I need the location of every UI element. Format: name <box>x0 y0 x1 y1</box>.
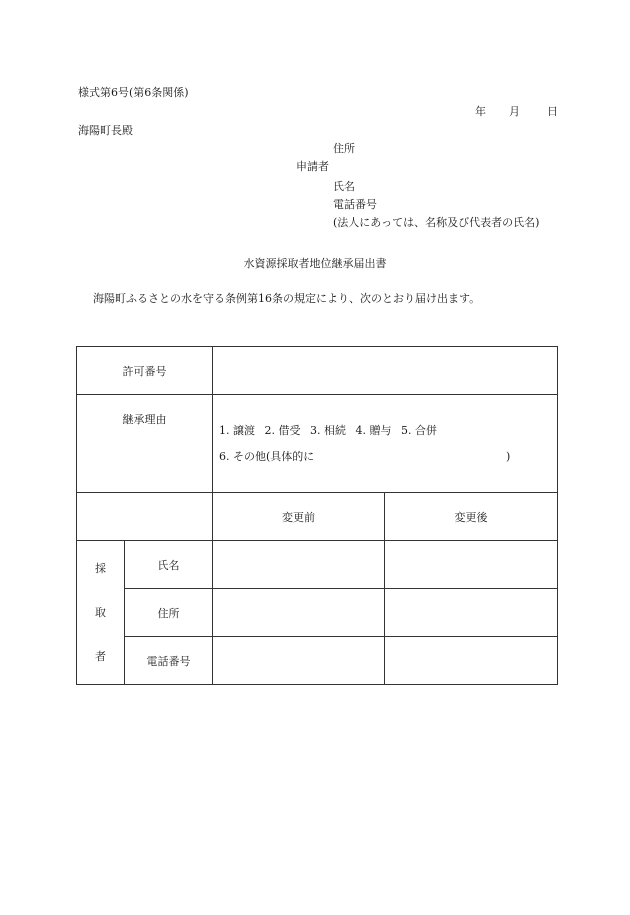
reason-option[interactable]: 1. 譲渡 <box>219 423 255 437</box>
collector-address-after[interactable] <box>385 589 558 637</box>
date-year-label: 年 <box>475 105 486 118</box>
empty-header-cell <box>77 493 213 541</box>
collector-phone-row <box>77 637 558 685</box>
document-title: 水資源採取者地位継承届出書 <box>243 257 387 270</box>
other-reason-close: ) <box>506 449 511 463</box>
permit-number-field[interactable] <box>213 347 558 395</box>
applicant-phone-label: 電話番号 <box>333 198 377 211</box>
collector-vertical-label <box>77 541 125 685</box>
collector-name-before[interactable] <box>213 541 385 589</box>
date-day-label: 日 <box>547 105 558 118</box>
succession-reason-label: 継承理由 <box>77 395 213 493</box>
collector-phone-label: 電話番号 <box>125 637 213 685</box>
collector-char: 者 <box>95 649 106 663</box>
reason-options <box>219 418 557 444</box>
form-table <box>76 346 558 685</box>
form-number: 様式第6号(第6条関係) <box>78 86 189 99</box>
change-header-row <box>77 493 558 541</box>
reason-option[interactable]: 2. 借受 <box>264 423 301 437</box>
permit-number-row <box>77 347 558 395</box>
collector-name-label: 氏名 <box>125 541 213 589</box>
reason-option[interactable]: 3. 相続 <box>310 423 346 437</box>
date-line <box>475 105 558 119</box>
reason-option[interactable]: 4. 贈与 <box>355 423 392 437</box>
after-change-header: 変更後 <box>385 493 558 541</box>
collector-name-after[interactable] <box>385 541 558 589</box>
applicant-address-label: 住所 <box>333 142 355 155</box>
reason-option[interactable]: 5. 合併 <box>401 423 437 437</box>
permit-number-label: 許可番号 <box>77 347 213 395</box>
applicant-name-label: 氏名 <box>333 180 355 193</box>
before-change-header: 変更前 <box>213 493 385 541</box>
collector-address-label: 住所 <box>125 589 213 637</box>
collector-phone-before[interactable] <box>213 637 385 685</box>
collector-char: 採 <box>95 561 106 575</box>
collector-char: 取 <box>95 605 106 619</box>
other-reason-label[interactable]: 6. その他(具体的に <box>219 449 315 463</box>
succession-reason-field[interactable] <box>213 395 558 493</box>
collector-name-row <box>77 541 558 589</box>
statement-text: 海陽町ふるさとの水を守る条例第16条の規定により、次のとおり届け出ます。 <box>93 292 481 305</box>
collector-address-before[interactable] <box>213 589 385 637</box>
date-month-label: 月 <box>509 105 520 118</box>
succession-reason-row <box>77 395 558 493</box>
applicant-label: 申請者 <box>296 160 329 173</box>
collector-address-row <box>77 589 558 637</box>
other-reason <box>219 444 557 470</box>
collector-phone-after[interactable] <box>385 637 558 685</box>
addressee: 海陽町長殿 <box>78 124 133 137</box>
corporation-note: (法人にあっては、名称及び代表者の氏名) <box>333 216 540 229</box>
